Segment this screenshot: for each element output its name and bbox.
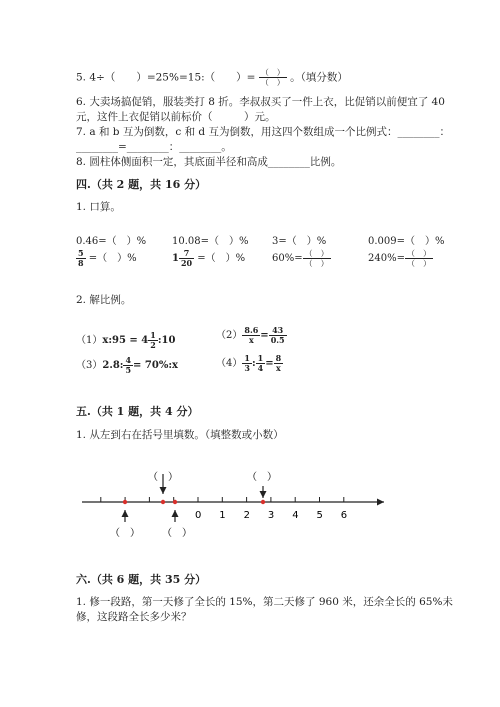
oral-r2c1-tail: =（ ）% [88, 253, 137, 264]
frac-num: 1 [244, 353, 250, 363]
red-point-1 [123, 500, 127, 504]
oral-r2c2-tail: =（ ）% [197, 253, 246, 264]
p1-tail: :10 [157, 335, 176, 346]
p1-frac [148, 331, 158, 350]
section-4-heading: 四.（共 2 题，共 16 分） [76, 178, 207, 191]
frac-num: 4 [125, 355, 132, 365]
proportion-2 [216, 326, 287, 345]
mixed-whole: 1 [172, 253, 179, 264]
section-5-heading: 五.（共 1 题，共 4 分） [76, 405, 199, 418]
frac-den: （ ） [406, 259, 431, 268]
p4-frac3 [274, 354, 284, 373]
question-7-line2: ________=________：________。 [76, 141, 232, 153]
frac-den: x [248, 335, 254, 345]
tick-label-1: 1 [219, 510, 226, 521]
oral-r2c4-text: 240%= [368, 253, 405, 264]
oral-r1c1: 0.46=（ ）% [76, 236, 147, 247]
p2-prefix: （2） [216, 330, 243, 341]
frac-den: 5 [125, 365, 132, 375]
p4-frac2 [256, 354, 266, 373]
frac-num: 43 [269, 326, 287, 336]
oral-r2c4-frac [405, 249, 433, 268]
p4-eq: = [265, 358, 274, 369]
frac-num: 5 [78, 248, 84, 258]
section-6-q1-line2: 修，这段路全长多少米？ [76, 611, 192, 623]
oral-r2c3 [272, 249, 331, 268]
oral-r2c3-text: 60%= [272, 253, 303, 264]
number-line-markers [110, 471, 277, 539]
oral-r2c1-frac [76, 249, 86, 268]
p2-eq: = [260, 330, 269, 341]
paren-top-1: （ ） [148, 472, 178, 483]
frac-num: 8.6 [244, 325, 259, 335]
frac-den: 4 [257, 363, 264, 373]
p3-expr: 2.8: [102, 360, 124, 371]
tick-label-4: 4 [292, 510, 299, 521]
tick-label-3: 3 [267, 510, 275, 521]
number-line-ticks [101, 497, 347, 521]
question-7-line1: 7. a 和 b 互为倒数，c 和 d 互为倒数，用这四个数组成一个比例式：________： [76, 126, 450, 138]
frac-num: （ ） [304, 249, 329, 258]
q5-frac-num: （ ） [260, 68, 285, 77]
number-line-diagram [0, 460, 500, 550]
red-point-2 [161, 500, 165, 504]
oral-r1c3: 3=（ ）% [272, 236, 327, 247]
frac-den: x [276, 363, 281, 373]
paren-bottom-2: （ ） [162, 528, 192, 539]
frac-num: 1 [257, 353, 264, 363]
q5-text: 5. 4÷（ ）=25%=15:（ ）= [76, 71, 256, 84]
p2-frac2 [269, 326, 287, 345]
frac-num: 7 [179, 249, 194, 259]
frac-den: 0.5 [270, 335, 285, 345]
oral-r2c2-frac [179, 249, 194, 268]
oral-r2c3-frac [303, 249, 331, 268]
paren-bottom-1: （ ） [110, 528, 140, 539]
frac-den: （ ） [304, 259, 329, 268]
p4-prefix: （4） [216, 358, 243, 369]
question-8: 8. 圆柱体侧面积一定，其底面半径和高成________比例。 [76, 156, 342, 168]
p1-expr: x:95 = 4 [102, 335, 149, 346]
red-point-4 [261, 500, 265, 504]
oral-r2c2 [172, 249, 245, 268]
p3-tail: = 70%:x [133, 360, 178, 371]
section-4-q2-label: 2. 解比例。 [76, 294, 132, 306]
q5-fraction [259, 68, 287, 87]
section-6-heading: 六.（共 6 题，共 35 分） [76, 573, 207, 586]
frac-den: 2 [150, 340, 156, 350]
paren-top-2: （ ） [247, 472, 277, 483]
oral-r1c2: 10.08=（ ）% [172, 236, 249, 247]
section-4-q1-label: 1. 口算。 [76, 201, 121, 213]
p3-frac [123, 356, 133, 375]
frac-den: 20 [180, 258, 193, 268]
section-5-q1: 1. 从左到右在括号里填数。（填整数或小数） [76, 429, 284, 441]
p4-frac1 [242, 354, 252, 373]
frac-num: （ ） [406, 249, 431, 258]
tick-label-0: 0 [195, 510, 202, 521]
tick-label-6: 6 [340, 510, 348, 521]
section-6-q1-line1: 1. 修一段路，第一天修了全长的 15%，第二天修了 960 米，还余全长的 65%未 [76, 596, 453, 608]
question-6-line2: 元，这件上衣促销以前标价（ ）元。 [76, 111, 276, 123]
p2-frac1 [242, 326, 260, 345]
question-6-line1: 6. 大卖场搞促销，服装类打 8 折。李叔叔买了一件上衣，比促销以前便宜了 40 [76, 96, 445, 108]
q5-frac-den: （ ） [260, 78, 285, 87]
p1-prefix: （1） [76, 335, 103, 346]
frac-num: 8 [275, 353, 282, 363]
frac-den: 3 [244, 363, 250, 373]
tick-label-5: 5 [316, 510, 323, 521]
question-5 [76, 68, 348, 87]
proportion-1 [76, 331, 175, 350]
proportion-4 [216, 354, 283, 373]
q5-tail: 。（填分数） [290, 71, 348, 84]
oral-r2c4 [368, 249, 433, 268]
tick-label-2: 2 [243, 510, 250, 521]
frac-num: 1 [150, 330, 156, 340]
frac-den: 8 [78, 258, 84, 268]
red-point-3 [173, 500, 177, 504]
oral-r2c1 [76, 249, 137, 268]
p4-colon: : [251, 358, 256, 369]
p3-prefix: （3） [76, 360, 103, 371]
proportion-3 [76, 356, 178, 375]
oral-r1c4: 0.009=（ ）% [368, 236, 445, 247]
